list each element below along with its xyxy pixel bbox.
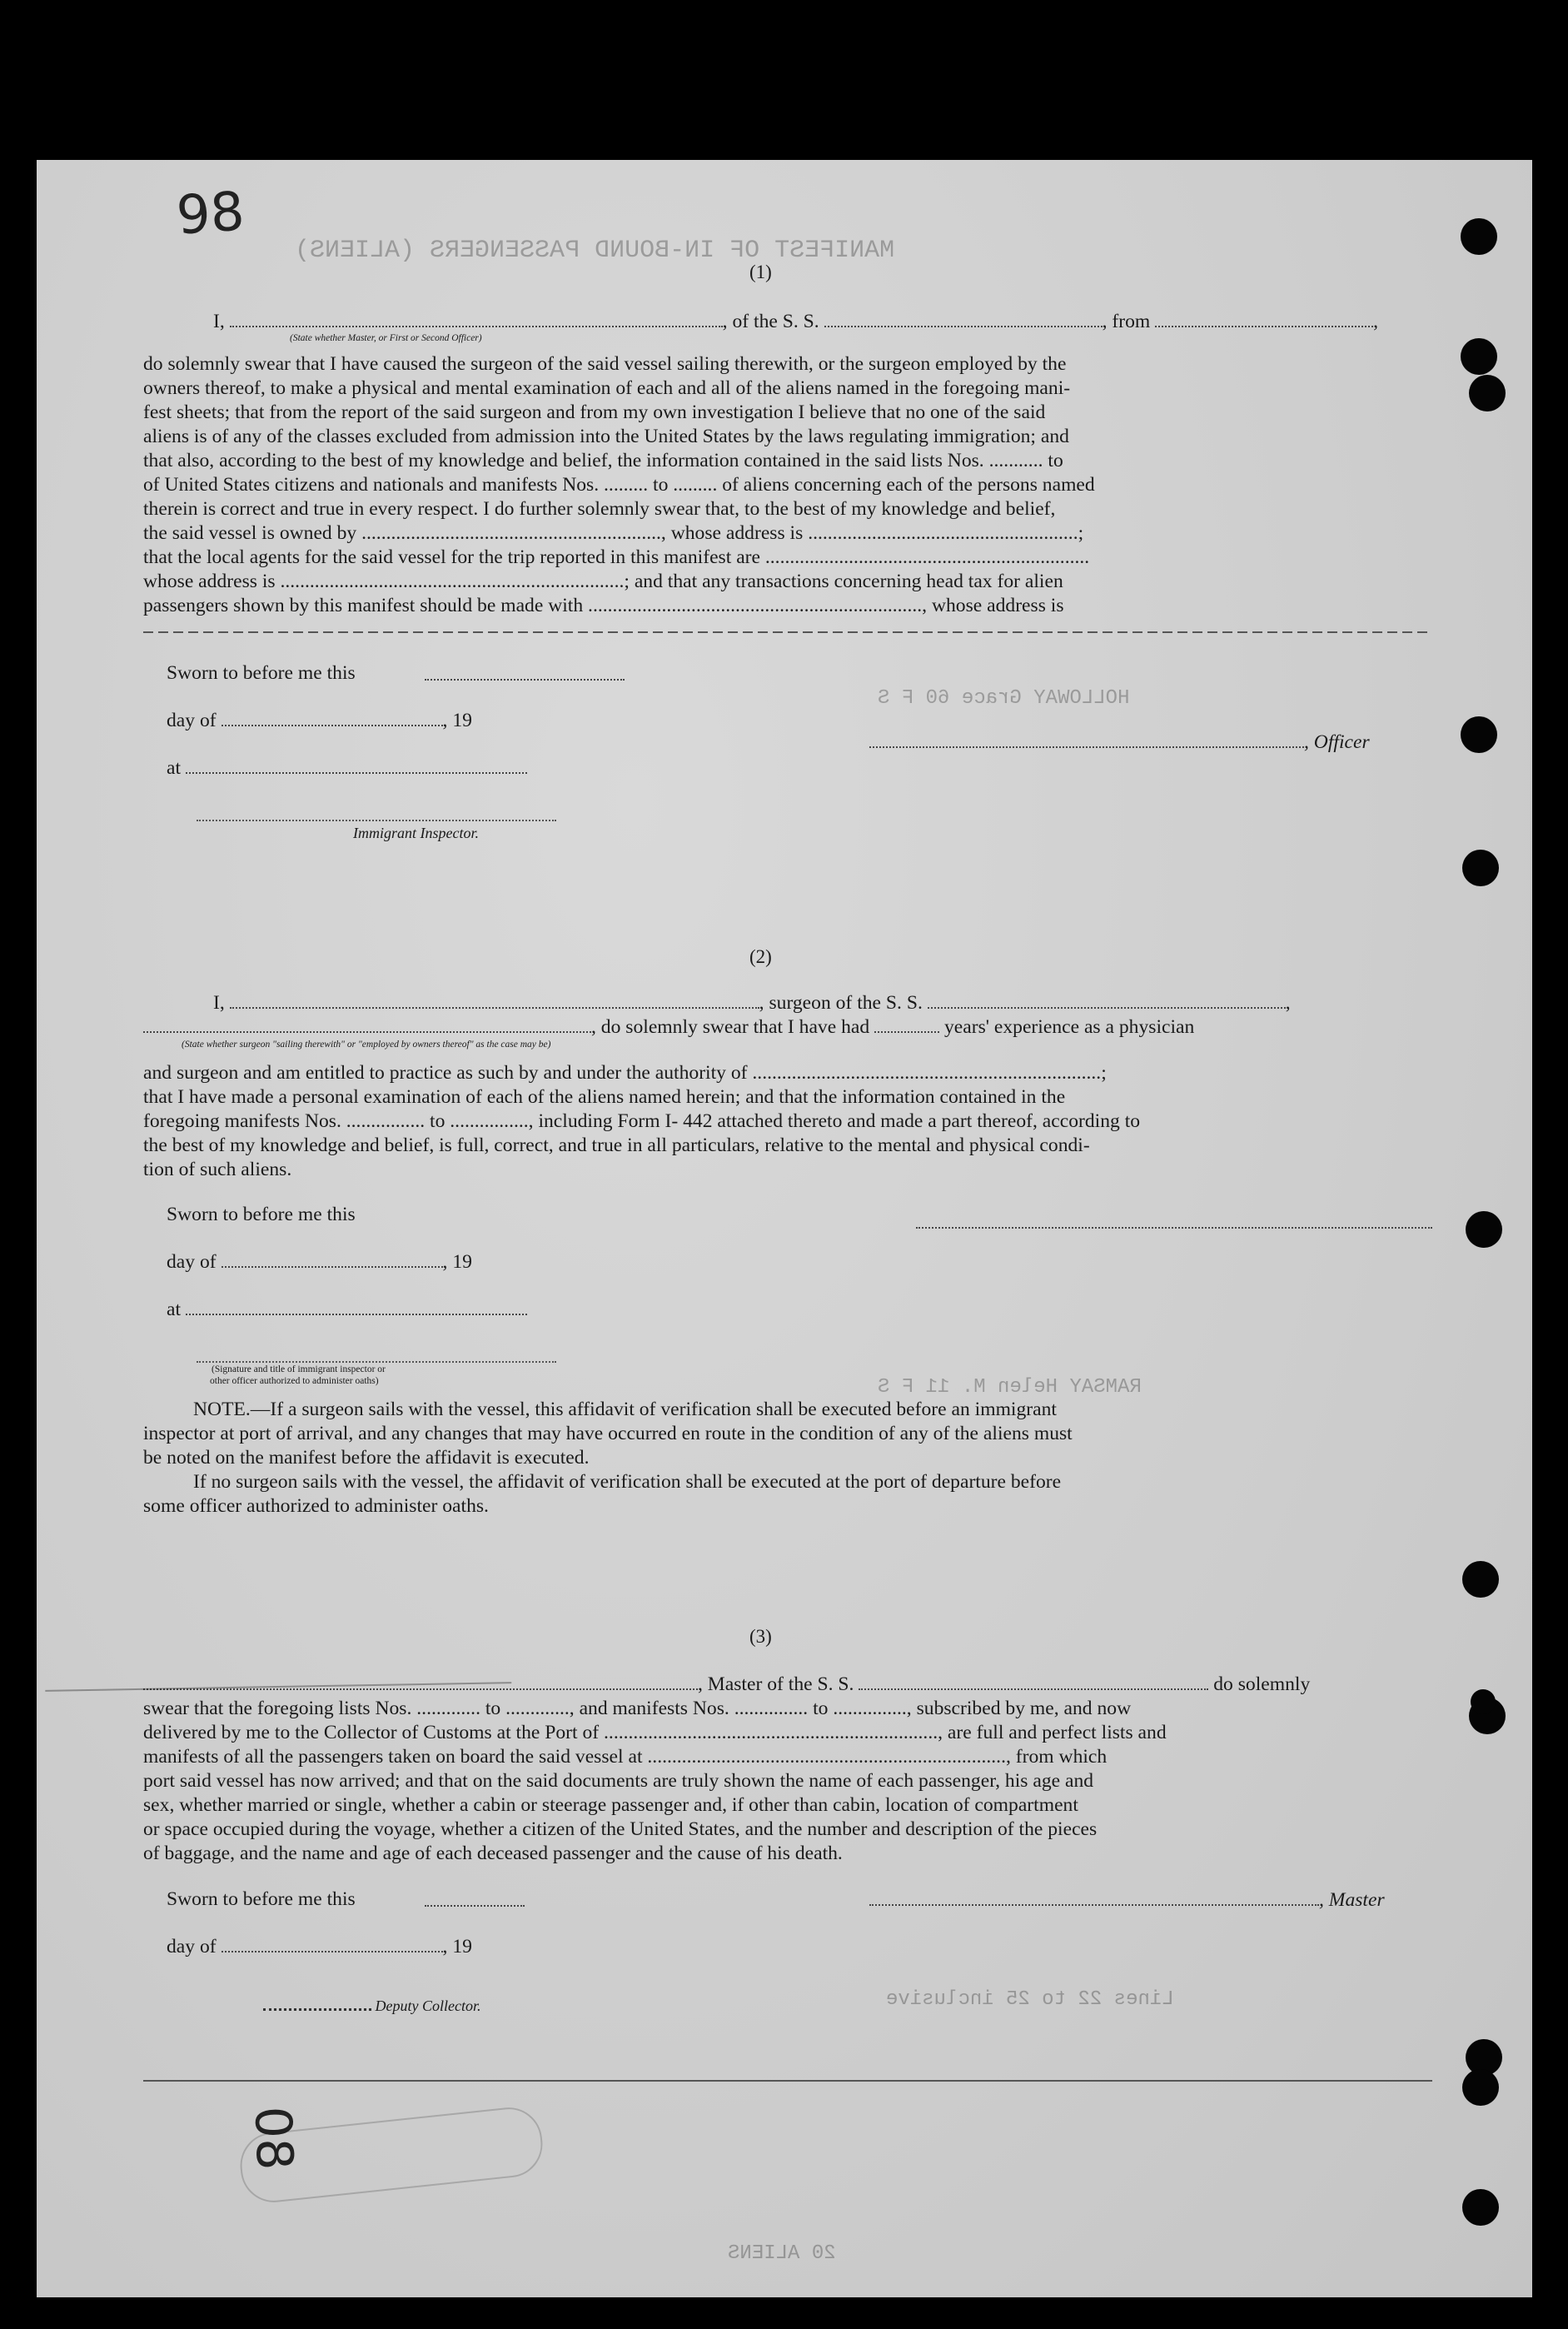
note-line: some officer authorized to administer oaths.: [143, 1495, 489, 1517]
deputy-collector: Deputy Collector.: [263, 1997, 480, 2015]
punch-hole: [1462, 2189, 1499, 2226]
bottom-rule: [143, 2080, 1432, 2082]
bottom-handwritten-number: 08: [242, 2105, 304, 2172]
section-3-body-line: or space occupied during the voyage, whether a citizen of the United States, and the number and description of the pieces: [143, 1818, 1098, 1840]
section-3-day-of: day of , 19: [167, 1936, 472, 1957]
section-2-sworn: Sworn to before me this: [167, 1204, 356, 1225]
bleed-through-text: HOLLOWAY Grace 60 F S: [878, 687, 1130, 710]
section-1-caption: (State whether Master, or First or Second Officer): [290, 333, 482, 343]
section-3-number: (3): [749, 1626, 772, 1647]
section-3-body-line: port said vessel has now arrived; and that on the said documents are truly shown the name of each passenger, his age and: [143, 1770, 1094, 1792]
section-3-body-line: delivered by me to the Collector of Customs at the Port of ...................................................................., are full and perfect lists and: [143, 1722, 1167, 1743]
punch-hole: [1462, 2069, 1499, 2106]
section-2-at: at: [167, 1298, 527, 1322]
punch-hole: [1461, 338, 1497, 375]
bleed-through-text: RAMSAY Helen M. 11 F S: [878, 1376, 1142, 1399]
section-3-body-line: of baggage, and the name and age of each deceased passenger and the cause of his death.: [143, 1843, 843, 1864]
section-2-body-line: the best of my knowledge and belief, is full, correct, and true in all particulars, relative to the mental and physical condi-: [143, 1135, 1090, 1156]
section-3-line-1: , Master of the S. S. do solemnly: [143, 1673, 1310, 1697]
section-3-sworn: Sworn to before me this: [167, 1888, 356, 1910]
section-2-body-line: and surgeon and am entitled to practice as such by and under the authority of .......................................................................;: [143, 1062, 1107, 1084]
section-2-line-2: , do solemnly swear that I have had years' experience as a physician: [143, 1015, 1194, 1040]
note-line: be noted on the manifest before the affidavit is executed.: [143, 1447, 590, 1469]
signature-caption-line-2: other officer authorized to administer oaths): [210, 1376, 379, 1386]
section-2-day-of: day of , 19: [167, 1251, 472, 1273]
section-1-sworn: Sworn to before me this: [167, 662, 356, 684]
section-3-master: , Master: [869, 1889, 1385, 1912]
section-2-body-line: tion of such aliens.: [143, 1159, 292, 1180]
manifest-page: [37, 160, 1532, 2297]
section-1-body-line: therein is correct and true in every respect. I do further solemnly swear that, to the best of my knowledge and belief,: [143, 498, 1056, 520]
section-1-body-line: that the local agents for the said vessel for the trip reported in this manifest are ..................................................................: [143, 546, 1090, 568]
section-3-body-line: swear that the foregoing lists Nos. ............. to ............., and manifests Nos. ............... to ..............., subscribed by me, and now: [143, 1698, 1132, 1719]
section-1-body-line: the said vessel is owned by ............................................................., whose address is .......................................................;: [143, 522, 1084, 544]
bleed-through-text: 20 ALIENS: [728, 2242, 836, 2265]
section-2-body-line: that I have made a personal examination of each of the aliens named herein; and that the information contained in the: [143, 1086, 1066, 1108]
punch-hole: [1462, 850, 1499, 886]
punch-hole: [1469, 375, 1506, 411]
section-3-body-line: manifests of all the passengers taken on board the said vessel at ........................................................................., from which: [143, 1746, 1108, 1768]
section-1-body-line: of United States citizens and nationals and manifests Nos. ......... to ......... of aliens concerning each of the persons named: [143, 474, 1095, 496]
bleed-through-text: Lines 22 to 25 inclusive: [886, 1988, 1174, 2011]
punch-hole: [1466, 1211, 1502, 1248]
section-2-line-1: I, , surgeon of the S. S. ,: [213, 992, 1291, 1014]
section-1-body-line: whose address is ......................................................................; and that any transactions concerning head tax for alien: [143, 571, 1063, 592]
section-1-body-line: passengers shown by this manifest should be made with ...................................................................., whose address is: [143, 595, 1064, 616]
section-1-body-line: fest sheets; that from the report of the said surgeon and from my own investigation I believe that no one of the said: [143, 401, 1046, 423]
section-1-body-line: owners thereof, to make a physical and mental examination of each and all of the aliens named in the foregoing mani-: [143, 377, 1071, 399]
section-1-body-line: do solemnly swear that I have caused the surgeon of the said vessel sailing therewith, or the surgeon employed by the: [143, 353, 1067, 375]
note-line: If no surgeon sails with the vessel, the affidavit of verification shall be executed at the port of departure before: [193, 1471, 1062, 1493]
signature-caption-line-1: (Signature and title of immigrant inspector or: [212, 1364, 386, 1374]
bleed-through-text: MANIFEST OF IN-BOUND PASSENGERS (ALIENS): [295, 237, 895, 265]
section-1-at: at: [167, 756, 527, 780]
note-line: inspector at port of arrival, and any changes that may have occurred en route in the condition of any of the aliens must: [143, 1423, 1073, 1444]
section-1-body-line: aliens is of any of the classes excluded from admission into the United States by the laws regulating immigration; and: [143, 426, 1069, 447]
section-1-number: (1): [749, 262, 772, 282]
punch-hole: [1461, 716, 1497, 753]
section-2-caption: (State whether surgeon "sailing therewith" or "employed by owners thereof" as the case may be): [182, 1040, 551, 1050]
section-1-rule: [143, 631, 1429, 633]
punch-hole: [1461, 218, 1497, 255]
section-3-body-line: sex, whether married or single, whether a cabin or steerage passenger and, if other than cabin, location of compartment: [143, 1794, 1078, 1816]
note-line: NOTE.—If a surgeon sails with the vessel, this affidavit of verification shall be executed before an immigrant: [193, 1399, 1057, 1420]
section-1-day-of: day of , 19: [167, 710, 472, 731]
punch-hole: [1471, 1689, 1496, 1714]
punch-hole: [1462, 1561, 1499, 1598]
section-2-body-line: foregoing manifests Nos. ................ to ................, including Form I- 442 attached thereto and made a part thereof, according to: [143, 1110, 1141, 1132]
immigrant-inspector-label: Immigrant Inspector.: [353, 825, 479, 841]
section-1-body-line: that also, according to the best of my knowledge and belief, the information contained in the said lists Nos. ........... to: [143, 450, 1063, 471]
section-1-line-1: I, , of the S. S. , from ,: [213, 311, 1379, 332]
page-number-handwritten: 98: [174, 181, 246, 247]
section-1-officer: , Officer: [869, 731, 1370, 754]
section-2-number: (2): [749, 946, 772, 967]
